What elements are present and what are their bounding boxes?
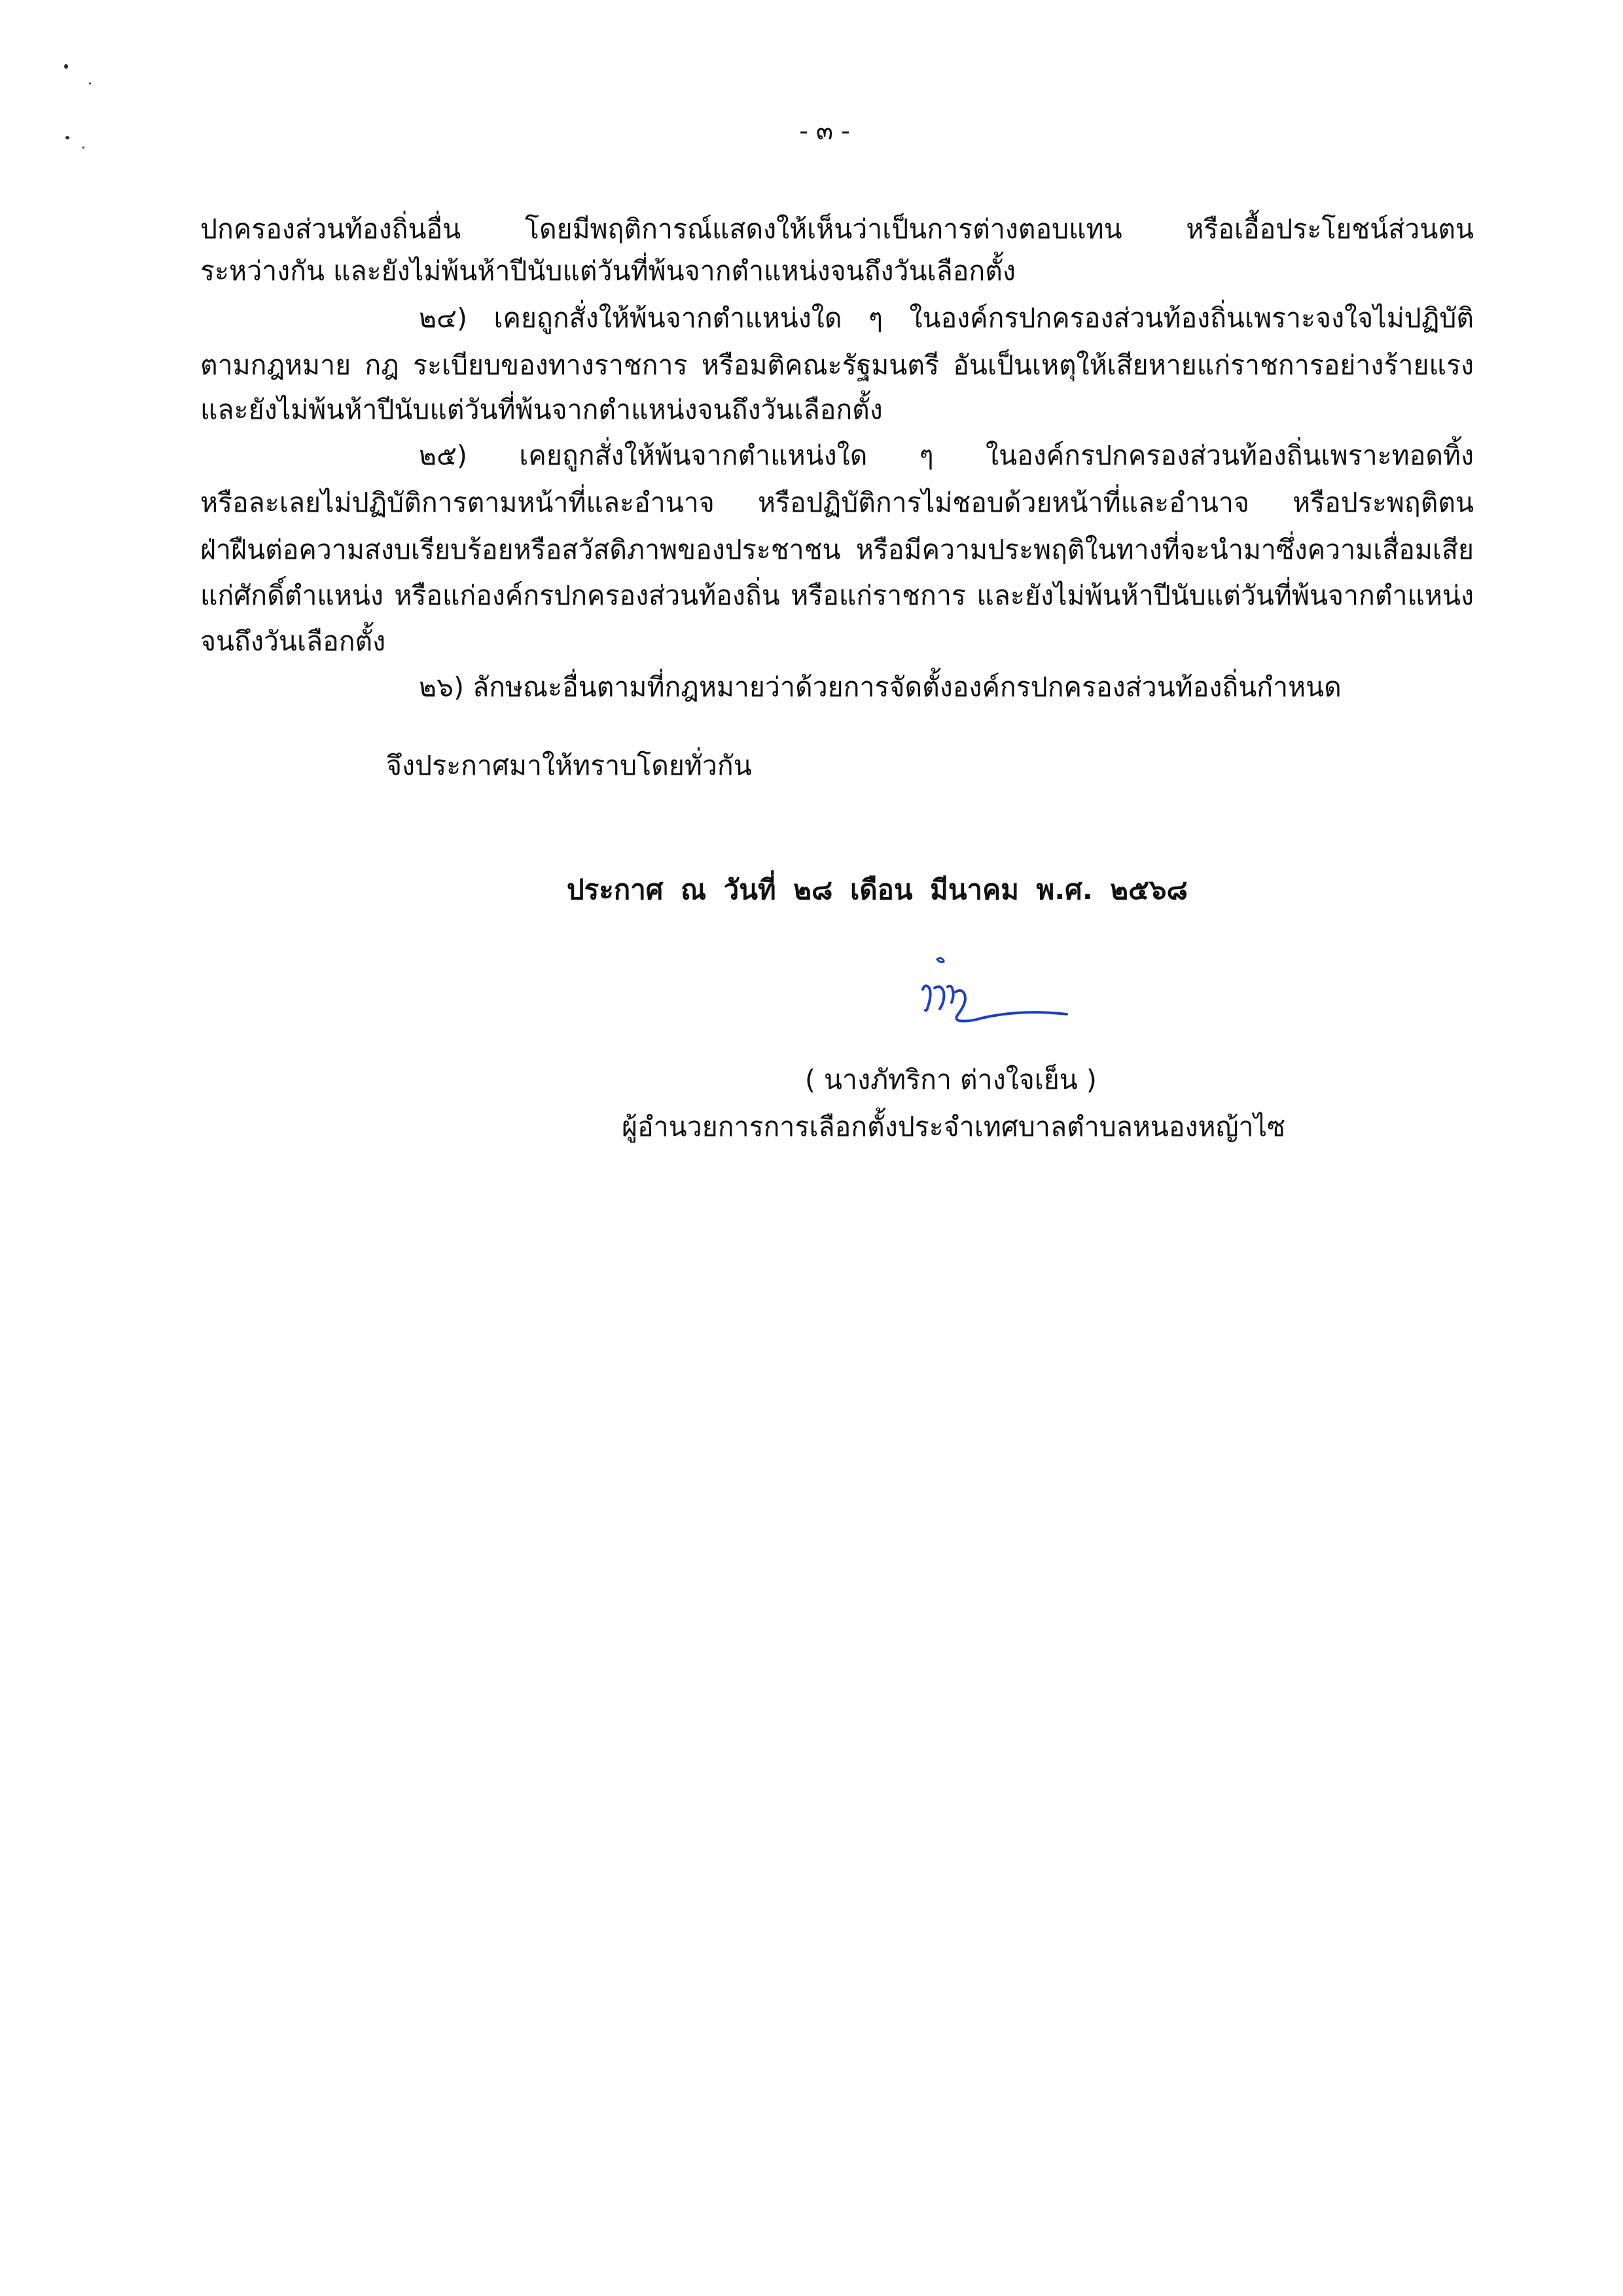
signature-stroke bbox=[937, 958, 944, 962]
signature-stroke bbox=[923, 985, 1067, 1021]
scan-mark bbox=[65, 136, 69, 139]
signature bbox=[897, 949, 1080, 1053]
item-24-line: และยังไม่พ้นห้าปีนับแต่วันที่พ้นจากตำแหน่งจนถึงวันเลือกตั้ง bbox=[200, 394, 883, 425]
item-26-line: ๒๖) ลักษณะอื่นตามที่กฎหมายว่าด้วยการจัดตั้งองค์กรปกครองส่วนท้องถิ่นกำหนด bbox=[419, 671, 1342, 703]
item-25-line: หรือละเลยไม่ปฏิบัติการตามหน้าที่และอำนาจ หรือปฏิบัติการไม่ชอบด้วยหน้าที่และอำนาจ หรือประพฤติตน bbox=[200, 487, 1474, 518]
signer-name: ( นางภัทริกา ต่างใจเย็น ) bbox=[805, 1064, 1097, 1095]
paragraph-line: ปกครองส่วนท้องถิ่นอื่น โดยมีพฤติการณ์แสดงให้เห็นว่าเป็นการต่างตอบแทน หรือเอื้อประโยชน์ส่วนตน bbox=[200, 213, 1474, 245]
item-25-line: ๒๕) เคยถูกสั่งให้พ้นจากตำแหน่งใด ๆ ในองค์กรปกครองส่วนท้องถิ่นเพราะทอดทิ้ง bbox=[419, 440, 1474, 471]
signer-title: ผู้อำนวยการการเลือกตั้งประจำเทศบาลตำบลหนองหญ้าไซ bbox=[622, 1111, 1285, 1142]
paragraph-line: ระหว่างกัน และยังไม่พ้นห้าปีนับแต่วันที่พ้นจากตำแหน่งจนถึงวันเลือกตั้ง bbox=[200, 255, 1016, 287]
scan-mark bbox=[64, 64, 68, 69]
item-24-line: ตามกฎหมาย กฎ ระเบียบของทางราชการ หรือมติคณะรัฐมนตรี อันเป็นเหตุให้เสียหายแก่ราชการอย่างร้ายแรง bbox=[200, 349, 1474, 381]
item-25-line: จนถึงวันเลือกตั้ง bbox=[200, 626, 386, 657]
page-number: - ๓ - bbox=[799, 116, 850, 145]
item-24-line: ๒๔) เคยถูกสั่งให้พ้นจากตำแหน่งใด ๆ ในองค์กรปกครองส่วนท้องถิ่นเพราะจงใจไม่ปฏิบัติ bbox=[419, 302, 1474, 334]
announcement-date: ประกาศ ณ วันที่ ๒๘ เดือน มีนาคม พ.ศ. ๒๕๖๘ bbox=[567, 874, 1188, 906]
item-25-line: ฝ่าฝืนต่อความสงบเรียบร้อยหรือสวัสดิภาพของประชาชน หรือมีความประพฤติในทางที่จะนำมาซึ่งความเสื่อมเสีย bbox=[200, 534, 1474, 565]
scan-mark bbox=[82, 147, 84, 149]
scan-mark bbox=[89, 82, 91, 84]
scan-marks bbox=[63, 63, 102, 154]
item-25-line: แก่ศักดิ์ตำแหน่ง หรือแก่องค์กรปกครองส่วนท้องถิ่น หรือแก่ราชการ และยังไม่พ้นห้าปีนับแต่วันที่พ้นจากตำแหน่ง bbox=[200, 580, 1474, 611]
announcement: จึงประกาศมาให้ทราบโดยทั่วกัน bbox=[386, 750, 752, 781]
